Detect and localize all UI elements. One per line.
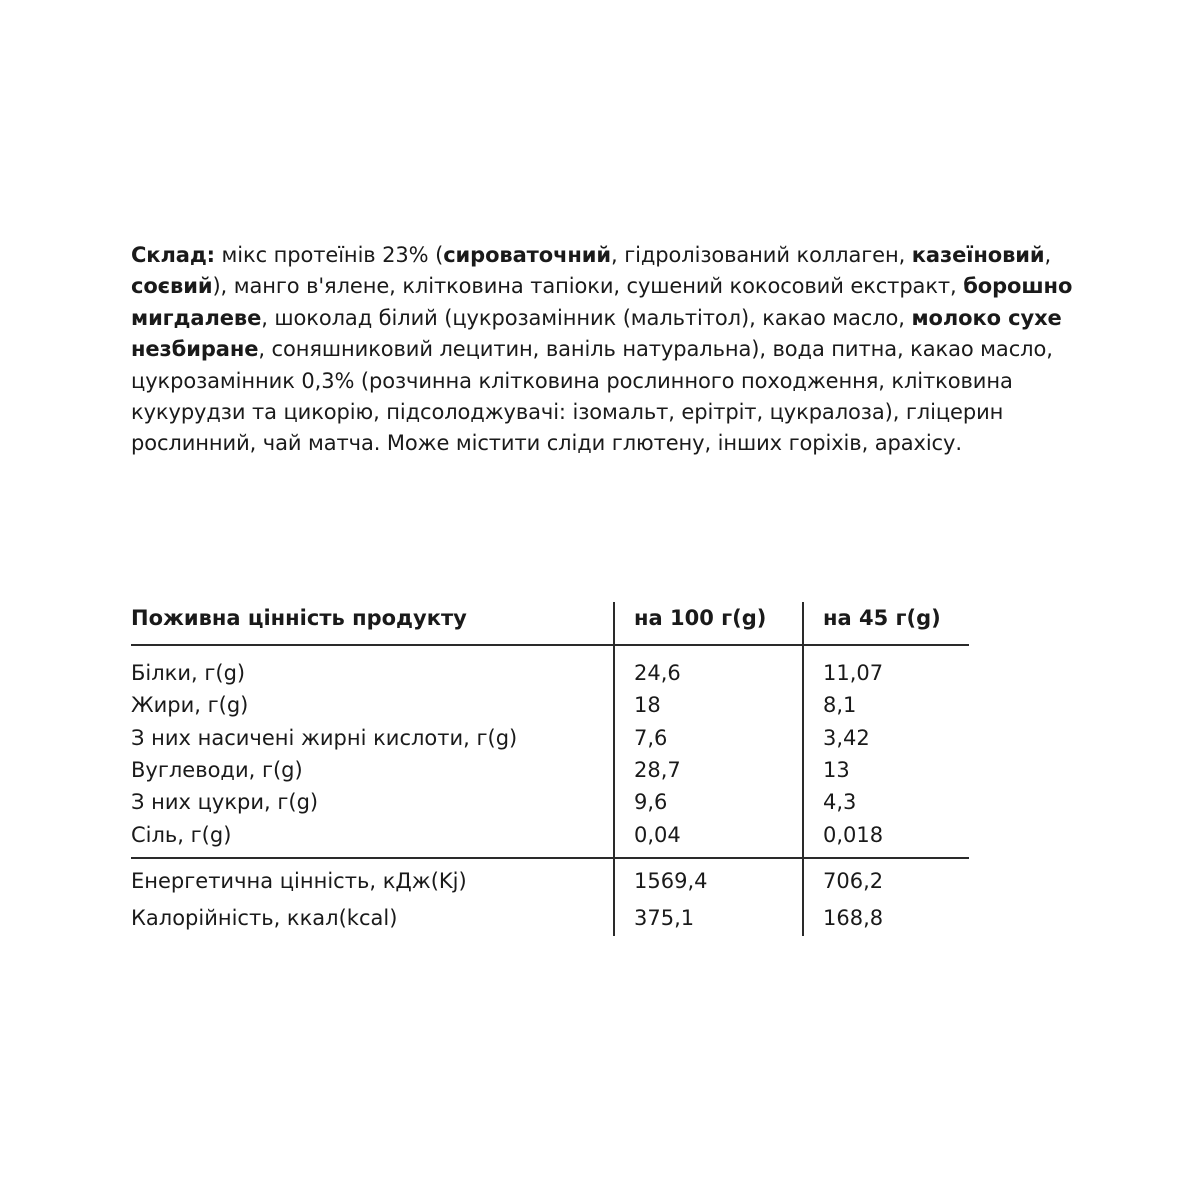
composition-segment-bold: борошно мигдалеве xyxy=(131,274,1073,330)
row-label: Енергетична цінність, кДж(Kj) xyxy=(131,869,467,893)
composition-segment: , соняшниковий лецитин, ваніль натуральна), вода питна, какао масло, цукрозамінник 0,3% (розчинна клітковина рослинного походження, клітковина кукурудзи та цикорію, підсолоджувачі: ізомальт, ерітріт, цукралоза), гліцерин рослинний, чай матча. Може містити сліди глютену, інших горіхів, арахісу. xyxy=(131,337,1053,456)
table-row xyxy=(131,689,971,721)
table-row xyxy=(131,722,971,754)
composition-segment: , шоколад білий (цукрозамінник (мальтітол), какао масло, xyxy=(261,305,912,330)
row-per-100g: 18 xyxy=(634,693,661,717)
row-label: Білки, г(g) xyxy=(131,661,246,685)
row-per-100g: 28,7 xyxy=(634,758,681,782)
header-divider xyxy=(131,644,969,646)
composition-segment-bold: сироваточний xyxy=(443,243,612,267)
table-row xyxy=(131,754,971,786)
row-per-100g: 1569,4 xyxy=(634,869,708,893)
composition-label: Склад: xyxy=(131,243,215,267)
nutrition-table xyxy=(131,598,971,938)
column-divider xyxy=(613,602,615,936)
row-label: Сіль, г(g) xyxy=(131,823,232,847)
row-per-45g: 13 xyxy=(823,758,850,782)
row-label: З них цукри, г(g) xyxy=(131,790,319,814)
row-per-45g: 168,8 xyxy=(823,906,884,930)
row-per-45g: 11,07 xyxy=(823,661,884,685)
row-label: Жири, г(g) xyxy=(131,693,249,717)
table-row xyxy=(131,902,971,934)
row-per-45g: 8,1 xyxy=(823,693,857,717)
table-row xyxy=(131,657,971,689)
header-per-45g: на 45 г(g) xyxy=(823,606,941,630)
row-per-45g: 706,2 xyxy=(823,869,884,893)
row-per-100g: 24,6 xyxy=(634,661,681,685)
header-per-100g: на 100 г(g) xyxy=(634,606,767,630)
header-label: Поживна цінність продукту xyxy=(131,606,467,630)
row-label: Калорійність, ккал(kcal) xyxy=(131,906,398,930)
row-per-45g: 0,018 xyxy=(823,823,884,847)
composition-segment-bold: соєвий xyxy=(131,274,213,299)
row-per-100g: 7,6 xyxy=(634,726,668,750)
composition-segment-bold: молоко сухе незбиране xyxy=(131,305,1062,362)
table-row xyxy=(131,786,971,818)
row-label: З них насичені жирні кислоти, г(g) xyxy=(131,726,518,750)
row-per-100g: 375,1 xyxy=(634,906,695,930)
row-label: Вуглеводи, г(g) xyxy=(131,758,303,782)
energy-divider xyxy=(131,857,969,859)
row-per-45g: 4,3 xyxy=(823,790,857,814)
composition-segment: , гідролізований коллаген, xyxy=(611,243,912,267)
column-divider xyxy=(802,602,804,936)
table-row xyxy=(131,865,971,897)
composition-segment-bold: казеїновий xyxy=(911,243,1045,267)
row-per-45g: 3,42 xyxy=(823,726,870,750)
table-row xyxy=(131,819,971,851)
row-per-100g: 0,04 xyxy=(634,823,681,847)
composition-segment: мікс протеїнів 23% ( xyxy=(214,243,444,267)
composition-text xyxy=(131,240,1131,460)
row-per-100g: 9,6 xyxy=(634,790,668,814)
nutrition-header-row xyxy=(131,598,971,638)
composition-segment: , xyxy=(1044,243,1052,267)
composition-segment: ), манго в'ялене, клітковина тапіоки, сушений кокосовий екстракт, xyxy=(212,274,964,299)
